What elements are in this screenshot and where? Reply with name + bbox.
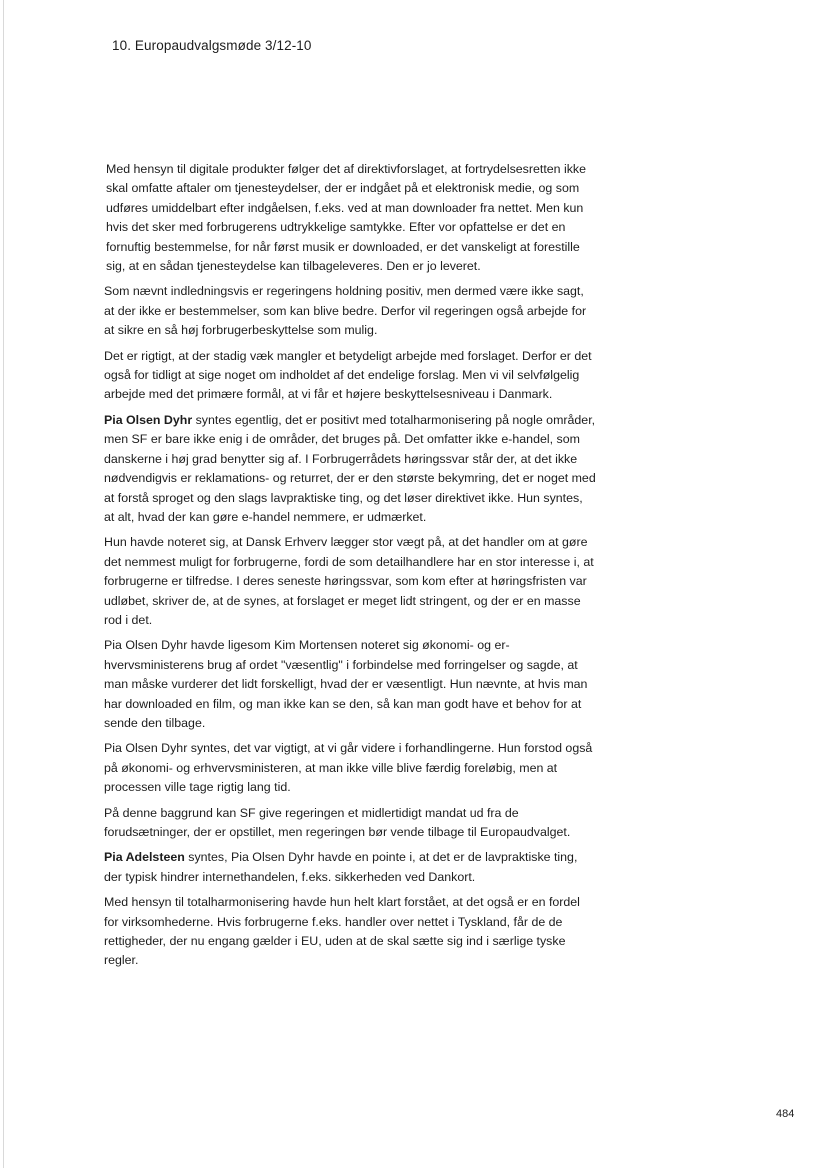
- paragraph: [104, 160, 596, 276]
- paragraph: [104, 893, 596, 971]
- paragraph-text: Det er rigtigt, at der stadig væk mangler et betydeligt arbejde med forslaget. Derfor er det også for tidligt at sige noget om indholdet af det endelige forslag. Men vi vil selvfølgelig arbejde med det primære formål, at vi får et højere beskyttelsesniveau i Danmark.: [104, 348, 592, 402]
- speaker-name: Pia Olsen Dyhr: [104, 412, 193, 427]
- paragraph-text: Med hensyn til digitale produkter følger det af direktivforslaget, at fortrydelsesretten ikke skal omfatte aftaler om tjenesteydelser, der er indgået på et elektronisk medie, og som udføres umiddelbart efter indgåelsen, f.eks. ved at man downloader fra nettet. Men kun hvis det sker med forbrugerens udtrykkelige samtykke. Efter vor opfattelse er det en fornuftig bestemmelse, for når først musik er downloaded, er det vanskeligt at forestille sig, at en sådan tjenesteydelse kan tilbageleveres. Den er jo leveret.: [106, 162, 587, 274]
- paragraph: [104, 848, 596, 887]
- document-header: 10. Europaudvalgsmøde 3/12-10: [112, 38, 312, 53]
- paragraph-text: Pia Olsen Dyhr syntes, det var vigtigt, at vi går videre i forhandlingerne. Hun forstod også på økonomi- og erhvervsministeren, at man ikke ville blive færdig foreløbig, men at processen ville tage rigtig lang tid.: [104, 741, 593, 795]
- paragraph-text: Som nævnt indledningsvis er regeringens holdning positiv, men dermed være ikke sagt, at der ikke er bestemmelser, som kan blive bedre. Derfor vil regeringen også arbejde for at sikre en så høj forbrugerbeskyttelse som mulig.: [104, 284, 587, 338]
- page-edge: [3, 0, 4, 1168]
- paragraph-text: syntes, Pia Olsen Dyhr havde en pointe i, at det er de lavpraktiske ting, der typisk hindrer internethandelen, f.eks. sikkerheden ved Dankort.: [104, 850, 578, 884]
- paragraph-text: Med hensyn til totalharmonisering havde hun helt klart forstået, at det også er en fordel for virksomhederne. Hvis forbrugerne f.eks. handler over nettet i Tyskland, får de de rettigheder, der nu engang gælder i EU, uden at de skal sætte sig ind i særlige tyske regler.: [104, 895, 580, 968]
- paragraph-text: Pia Olsen Dyhr havde ligesom Kim Mortensen noteret sig økonomi- og erhvervsministerens brug af ordet "væsentlig" i forbindelse med forringelser og sagde, at man måske vurderer det lidt forskelligt, hvad der er væsentligt. Hun nævnte, at hvis man har downloaded en film, og man ikke kan se den, så kan man godt have et behov for at sende den tilbage.: [104, 638, 588, 730]
- paragraph: [104, 347, 596, 405]
- paragraph: [104, 636, 596, 733]
- paragraph-text: På denne baggrund kan SF give regeringen et midlertidigt mandat ud fra de forudsætninger, der er opstillet, men regeringen bør vende tilbage til Europaudvalget.: [104, 805, 571, 839]
- body-text: [104, 160, 596, 977]
- paragraph: [104, 411, 596, 527]
- speaker-name: Pia Adelsteen: [104, 850, 185, 865]
- page-number: 484: [776, 1108, 795, 1120]
- paragraph: [104, 282, 596, 340]
- paragraph-text: syntes egentlig, det er positivt med totalharmonisering på nogle områder, men SF er bare ikke enig i de områder, det bruges på. Det omfatter ikke e-handel, som danskerne i høj grad benytter sig af. I Forbrugerrådets høringssvar står der, at det ikke nødvendigvis er reklamations- og returret, der er den største bekymring, det er noget med at forstå sproget og den slags lavpraktiske ting, og det løser direktivet ikke. Hun syntes, at alt, hvad der kan gøre e-handel nemmere, er udmærket.: [104, 412, 596, 524]
- paragraph: [104, 739, 596, 797]
- paragraph-text: Hun havde noteret sig, at Dansk Erhverv lægger stor vægt på, at det handler om at gøre det nemmest muligt for forbrugerne, fordi de som detailhandlere har en stor interesse i, at forbrugerne er tilfredse. I deres seneste høringssvar, som kom efter at høringsfristen var udløbet, skriver de, at de synes, at forslaget er meget lidt stringent, og der er en masse rod i det.: [104, 535, 594, 627]
- paragraph: [104, 533, 596, 630]
- paragraph: [104, 804, 596, 843]
